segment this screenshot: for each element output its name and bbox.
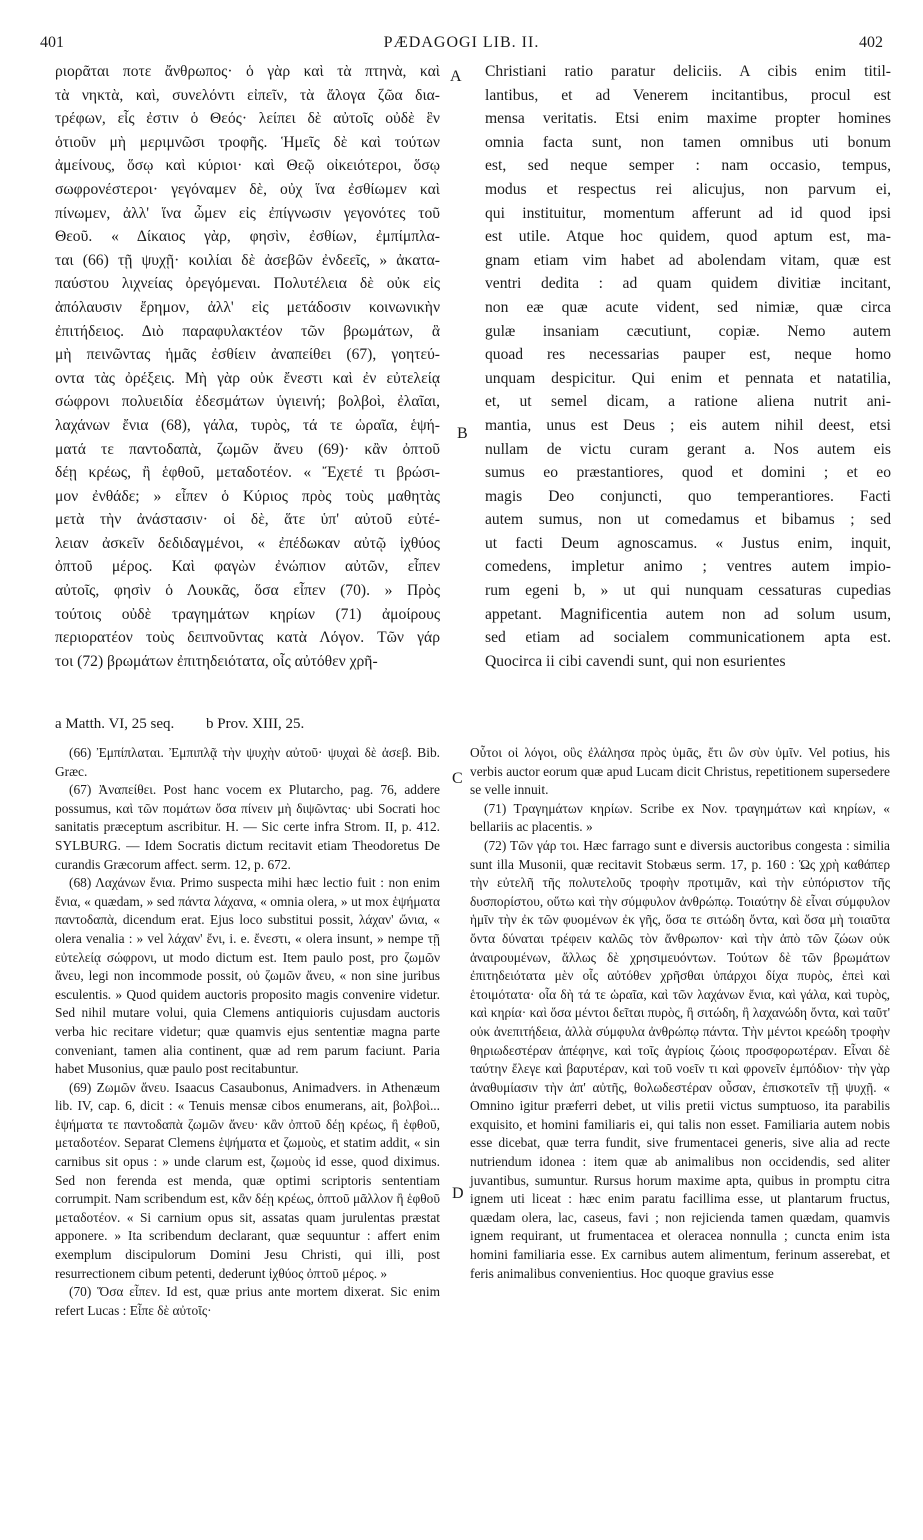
margin-marker-d: D <box>452 1185 464 1202</box>
notes-left-column <box>55 744 440 1320</box>
latin-text-line: nullam de victu curam gerant a. Nos autem eis <box>485 440 891 458</box>
note-67: (67) Ἀναπείθει. Post hanc vocem ex Plutarcho, pag. 76, addere possumus, καὶ τῶν πομάτων ὅσα πίνειν μὴ διψῶντας· ubi Socrati hoc sanitatis præceptum ascribitur. H. — Sic certe infra Strom. II, p. 412. SYLBURG. — Idem Socratis dictum recitavit etiam Theodoretus De curandis Græcorum affect. serm. 12, p. 672. <box>55 782 440 872</box>
margin-marker-c: C <box>452 770 463 787</box>
latin-text-line: autem sumus, non ut comedamus et bibamus ; sed <box>485 511 891 529</box>
greek-text-line: περιορατέον τοὺς δειπνοῦντας κατὰ Λόγον. Τῶν γάρ <box>55 629 440 647</box>
greek-text-line: τρέφων, εἷς ἐστιν ὁ Θεός· λείπει δὲ αὐτοῖς οὐδὲ ἓν <box>55 110 440 128</box>
greek-text-line: ται (66) τῇ ψυχῇ· κοιλίαι δὲ ἀσεβῶν ἐνδεεῖς, » ἀκατα- <box>55 251 440 269</box>
latin-text-line: est, sed neque semper : nam occasio, tempus, <box>485 157 891 175</box>
note-70-continued: Οὗτοι οἱ λόγοι, οὓς ἐλάλησα πρὸς ὑμᾶς, ἔτι ὢν σὺν ὑμῖν. Vel potius, his verbis auctor eorum quæ apud Lucam dicit Christus, repetitionem supersedere se velle innuit. <box>470 745 890 798</box>
running-title: PÆDAGOGI LIB. II. <box>383 34 540 51</box>
latin-text-line: lantibus, et ad Venerem incitantibus, procul est <box>485 86 891 104</box>
greek-text-line: τοι (72) βρωμάτων ἐπιτηδειότατα, οἷς αὐτόθεν χρῆ- <box>55 652 378 670</box>
latin-text-line: sed etiam ad socialem communicationem apta est. <box>485 629 891 647</box>
latin-text-column <box>485 60 891 673</box>
greek-text-line: δέῃ κρέως, ἢ ἑφθοῦ, μεταδοτέον. « Ἔχετέ τι βρώσι- <box>55 464 440 482</box>
latin-text-line: ut facti Deum agnoscamus. « Justus enim, inquit, <box>485 534 891 552</box>
greek-text-line: ριορᾶται ποτε ἄνθρωπος· ὁ γὰρ καὶ τὰ πτηνὰ, καὶ <box>55 63 440 80</box>
note-68: (68) Λαχάνων ἔνια. Primo suspecta mihi hæc lectio fuit : non enim ἔνια, « quædam, » sed πάντα λάχανα, « omnia olera, » ut mox ἑψήματα παντοδαπὰ, dicendum erat. Ejus loco substitui possit, λάχαν' ὤνια, « olera venalia : » vel λάχαν' ἔνι, i. e. ἔνεστι, « olera insunt, » nempe τῇ εὐτελείᾳ σώφρονι, ut modo dictum est. Item paulo post, pro ζωμῶν ἄνευ, legi non incommode possit, οὐ ζωμῶν ἄνευ, « non sine juribus esculentis. » Quod quidem auctoris proposito magis convenire videtur. Sed nihil mutare volui, quia Clemens antiquioris cujusdam auctoris verba hic recitare videtur; quæ quamvis ejus sententiæ magna parte conveniant, tamen alia continent, quæ ad rem parum faciunt. Paria habet Musonius, quæ paulo post recitabuntur. <box>55 875 440 1077</box>
greek-text-line: ἐπιτήδειος. Διὸ παραφυλακτέον τῶν βρωμάτων, ἃ <box>55 322 440 340</box>
greek-text-line: ματά τε παντοδαπὰ, ζωμῶν ἄνευ (69)· κἂν ὀπτοῦ <box>55 440 440 458</box>
greek-text-column <box>55 60 440 673</box>
left-page-number: 401 <box>40 34 64 51</box>
latin-text-line: omnia facta sunt, non tamen omnibus uti bonum <box>485 133 891 151</box>
latin-text-line: modus et respectus rei alicujus, non parvum ei, <box>485 180 891 198</box>
latin-text-line: Christiani ratio paratur deliciis. A cibis enim titil- <box>485 63 891 80</box>
note-71: (71) Τραγημάτων κηρίων. Scribe ex Nov. τραγημάτων καὶ κηρίων, « bellariis ac placentis. » <box>470 800 890 835</box>
greek-text-line: μετὰ τὴν ἀνάστασιν· οἱ δὲ, ἅτε ὑπ' αὐτοῦ εὐτέ- <box>55 511 440 529</box>
greek-text-line: ἀπόλαυσιν ἔρημον, ἀλλ' εἰς μετάδοσιν κοινωνικὴν <box>55 298 440 316</box>
latin-text-line: quoad res necessarias pauper est, neque homo <box>485 346 891 364</box>
latin-text-line: unquam despicitur. Qui enim et pennata et natatilia, <box>485 369 891 387</box>
greek-text-line: ὁτιοῦν μὴ μεριμνῶσι τροφῆς. Ἡμεῖς δὲ καὶ τούτων <box>55 133 440 151</box>
latin-text-line: rum egeni b, » ut qui nunquam cessaturas cupedias <box>485 582 891 600</box>
latin-text-line: et, ut semel dicam, a ratione aliena nutrit ani- <box>485 393 891 411</box>
latin-text-line: mantia, unus est Deus ; eis autem nihil deest, etsi <box>485 416 891 434</box>
notes-right-column <box>470 744 890 1283</box>
note-69: (69) Ζωμῶν ἄνευ. Isaacus Casaubonus, Animadvers. in Athenæum lib. IV, cap. 6, dicit : « Tenuis mensæ cibos enumerans, ait, βολβοὶ... ἑψήματα τε παντοδαπὰ ζωμῶν ἄνευ· κἂν ὀπτοῦ δέῃ κρέως, ἢ ἑφθοῦ, μεταδοτέον. Separat Clemens ἑψήματα et ζωμοὺς, et statim addit, « sin carnibus sit opus : » unde clarum est, ζωμοὺς id esse, quod diximus. Sed non ferenda est menda, quæ optimi scriptoris sententiam corrumpit. Nam scribendum est, κἂν δέῃ κρέως, ὀπτοῦ μᾶλλον ἢ ἑφθοῦ μεταδοτέον. « Si carnium opus sit, assatas quam jurulentas præstat apponere. » Ita scribendum declarant, quæ sequuntur : affert enim exemplum discipulorum Domini Jesu Christi, qui illi, post resurrectionem cibum petenti, dederunt ἰχθύος ὀπτοῦ μέρος. » <box>55 1079 440 1281</box>
margin-marker-b: B <box>457 425 468 442</box>
greek-text-line: λαχάνων ἔνια (68), γάλα, τυρὸς, τά τε ὡραῖα, ἑψή- <box>55 416 440 434</box>
latin-text-line: ventri dedita : ad quam quidem divitiæ incitant, <box>485 275 891 293</box>
latin-text-line: Quocirca ii cibi cavendi sunt, qui non esurientes <box>485 652 786 670</box>
greek-text-line: πίνωμεν, ἀλλ' ἵνα ὦμεν εἰς ἐπίγνωσιν γεγονότες τοῦ <box>55 204 440 222</box>
margin-marker-a: A <box>450 68 462 85</box>
latin-text-line: est utile. Atque hoc quidem, quod aptum est, ma- <box>485 228 891 246</box>
latin-text-line: non eæ quæ acute vident, sed nimiæ, quæ circa <box>485 298 891 316</box>
scripture-references <box>55 716 440 733</box>
scripture-ref-b: b Prov. XIII, 25. <box>206 716 305 732</box>
greek-text-line: ἀμείνους, ὅσῳ καὶ κύριοι· καὶ Θεῷ οἰκειότεροι, ὅσῳ <box>55 157 440 175</box>
note-66: (66) Ἐμπίπλαται. Ἐμπιπλᾷ τὴν ψυχὴν αὐτοῦ· ψυχαὶ δὲ ἀσεβ. Bib. Græc. <box>55 745 440 779</box>
note-72: (72) Τῶν γάρ τοι. Hæc farrago sunt e diversis auctoribus congesta : similia sunt illa Musonii, quæ recitavit Stobæus serm. 17, p. 160 : Ὡς χρὴ καθάπερ τὴν εὐτελῆ τῆς πολυτελοῦς τροφὴν προτιμᾶν, καὶ τὴν εὐπόριστον τῆς δυσπορίστου, οὕτω καὶ τὴν σύμφυλον ἀνθρώπῳ. Τοιαύτην δὲ εἶναι σύμφυλον ἡμῖν τὴν ἐκ τῶν φυομένων ἐκ γῆς, ὅσα τε σιτώδη ὄντα, καὶ ὅσα μὴ τοιαῦτα ὄντα δύναται τρέφειν καλῶς τὸν ἄνθρωπον· καὶ τὴν ἀπὸ τῶν ζώων οὐκ ἀναιρουμένων, ἄλλως δὲ χρησιμευόντων. Τούτων δὲ τῶν βρωμάτων ἐπιτηδειότατα μὲν οἷς αὐτόθεν χρῆσθαι ὑπάρχοι δίχα πυρὸς, ἐπεὶ καὶ ἑτοιμότατα· οἷα δὴ τά τε ὡραῖα, καὶ τῶν λαχάνων ἔνια, καὶ γάλα, καὶ τυρὸς, καὶ κηρία· καὶ ὅσα μέντοι δεῖται πυρὸς, ἢ σιτώδη, ἢ λαχανώδη ὄντα, καὶ ταῦτ' οὐκ ἀνεπιτήδεια, ἀλλὰ σύμφυλα ἀνθρώπῳ πάντα. Τὴν μέντοι κρεώδη τροφὴν θηριωδεστέραν ἀπέφηνε, καὶ τοῖς ἀγρίοις ζώοις προσφορωτέραν. Εἶναι δὲ ταύτην ἔλεγε καὶ βαρυτέραν, καὶ τοῦ νοεῖν τι καὶ φρονεῖν ἐμπόδιον· τὴν γὰρ ἀναθυμίασιν τὴν ἀπ' αὐτῆς, θολωδεστέραν οὖσαν, ἐπισκοτεῖν τῇ ψυχῇ. « Omnino igitur præferri debet, ut vilis pretii victus sumptuoso, ita parabilis exquisito, et homini familiaris ei, qui talis non esset. Familiaria autem nobis esse dicebat, quæ terra fundit, sive frumentacei generis, sive alia ad recte nutriendum idonea : item quæ ab animalibus non occidendis, sed aliter juvantibus, sumuntur. Rursus horum maxime apta, quibus in promptu citra ignem uti liceat : hæc enim paratu facillima esse, ut plantarum fructus, quædam olera, lac, caseus, favi ; non rejicienda tamen quædam, quamvis ignem requirant, ut frumentacea et oleracea nonnulla ; cuncta enim ista homini familiaria esse. Ex carnibus autem alimentum, ferinum asserebat, et feris animalibus convenientius. Hoc quoque gravius esse <box>470 837 890 1281</box>
greek-text-line: μὴ πεινῶντας ἡμᾶς ἐσθίειν ἀναπείθει (67), γοητεύ- <box>55 346 440 364</box>
greek-text-line: σώφρονι πολυειδία ἐδεσμάτων ὑγιεινή; βολβοὶ, ἐλαῖαι, <box>55 393 440 411</box>
greek-text-line: λειαν ἀσκεῖν δεδιδαγμένοι, « ἐπέδωκαν αὐτῷ ἰχθύος <box>55 534 440 552</box>
greek-text-line: Θεοῦ. « Δίκαιος γὰρ, φησὶν, ἐσθίων, ἐμπίμπλα- <box>55 228 440 246</box>
latin-text-line: magis Deo conjuncti, quo temperantiores. Facti <box>485 487 891 505</box>
latin-text-line: sumus eo præstantiores, quod et domini ; et eo <box>485 464 891 482</box>
latin-text-line: qui instituitur, momentum afferunt ad id quod ipsi <box>485 204 891 222</box>
running-header <box>40 34 883 56</box>
greek-text-line: τούτοις οὐδὲ τραγημάτων κηρίων (71) ἀμοίρους <box>55 605 440 623</box>
latin-text-line: appetant. Magnificentia autem non ad solum usum, <box>485 605 891 623</box>
scripture-ref-a: a Matth. VI, 25 seq. <box>55 716 175 732</box>
right-page-number: 402 <box>859 34 883 51</box>
note-70: (70) Ὅσα εἶπεν. Id est, quæ prius ante mortem dixerat. Sic enim refert Lucas : Εἶπε δὲ αὐτοῖς· <box>55 1284 440 1318</box>
greek-text-line: οντα τὰς ὀρέξεις. Μὴ γὰρ οὐκ ἔνεστι καὶ ἐν εὐτελείᾳ <box>55 369 440 387</box>
latin-text-line: mensa veritatis. Etsi enim maxime propter homines <box>485 110 891 128</box>
greek-text-line: μον ἐνθάδε; » εἶπεν ὁ Κύριος πρὸς τοὺς μαθητὰς <box>55 487 440 505</box>
greek-text-line: ὀπτοῦ μέρος. Καὶ φαγὼν ἐνώπιον αὐτῶν, εἶπεν <box>55 558 440 576</box>
greek-text-line: τὰ νηκτὰ, καὶ, συνελόντι εἰπεῖν, τὰ ἄλογα ζῶα δια- <box>55 86 440 104</box>
greek-text-line: σωφρονέστεροι· γεγόναμεν δὲ, οὐχ ἵνα ἐσθίωμεν καὶ <box>55 180 440 198</box>
latin-text-line: gulæ insaniam cæcutiunt, copiæ. Nemo autem <box>485 322 891 340</box>
greek-text-line: αὐτοῖς, φησὶν ὁ Λουκᾶς, ὅσα εἶπεν (70). » Πρὸς <box>55 582 440 600</box>
latin-text-line: gnam etiam vim habet ad abolendam vitam, quæ est <box>485 251 891 269</box>
latin-text-line: comedens, impletur animo ; ventres autem impio- <box>485 558 891 576</box>
greek-text-line: παύστου λιχνείας ὀρεγόμεναι. Πολυτέλεια δὲ οὐκ εἰς <box>55 275 440 293</box>
